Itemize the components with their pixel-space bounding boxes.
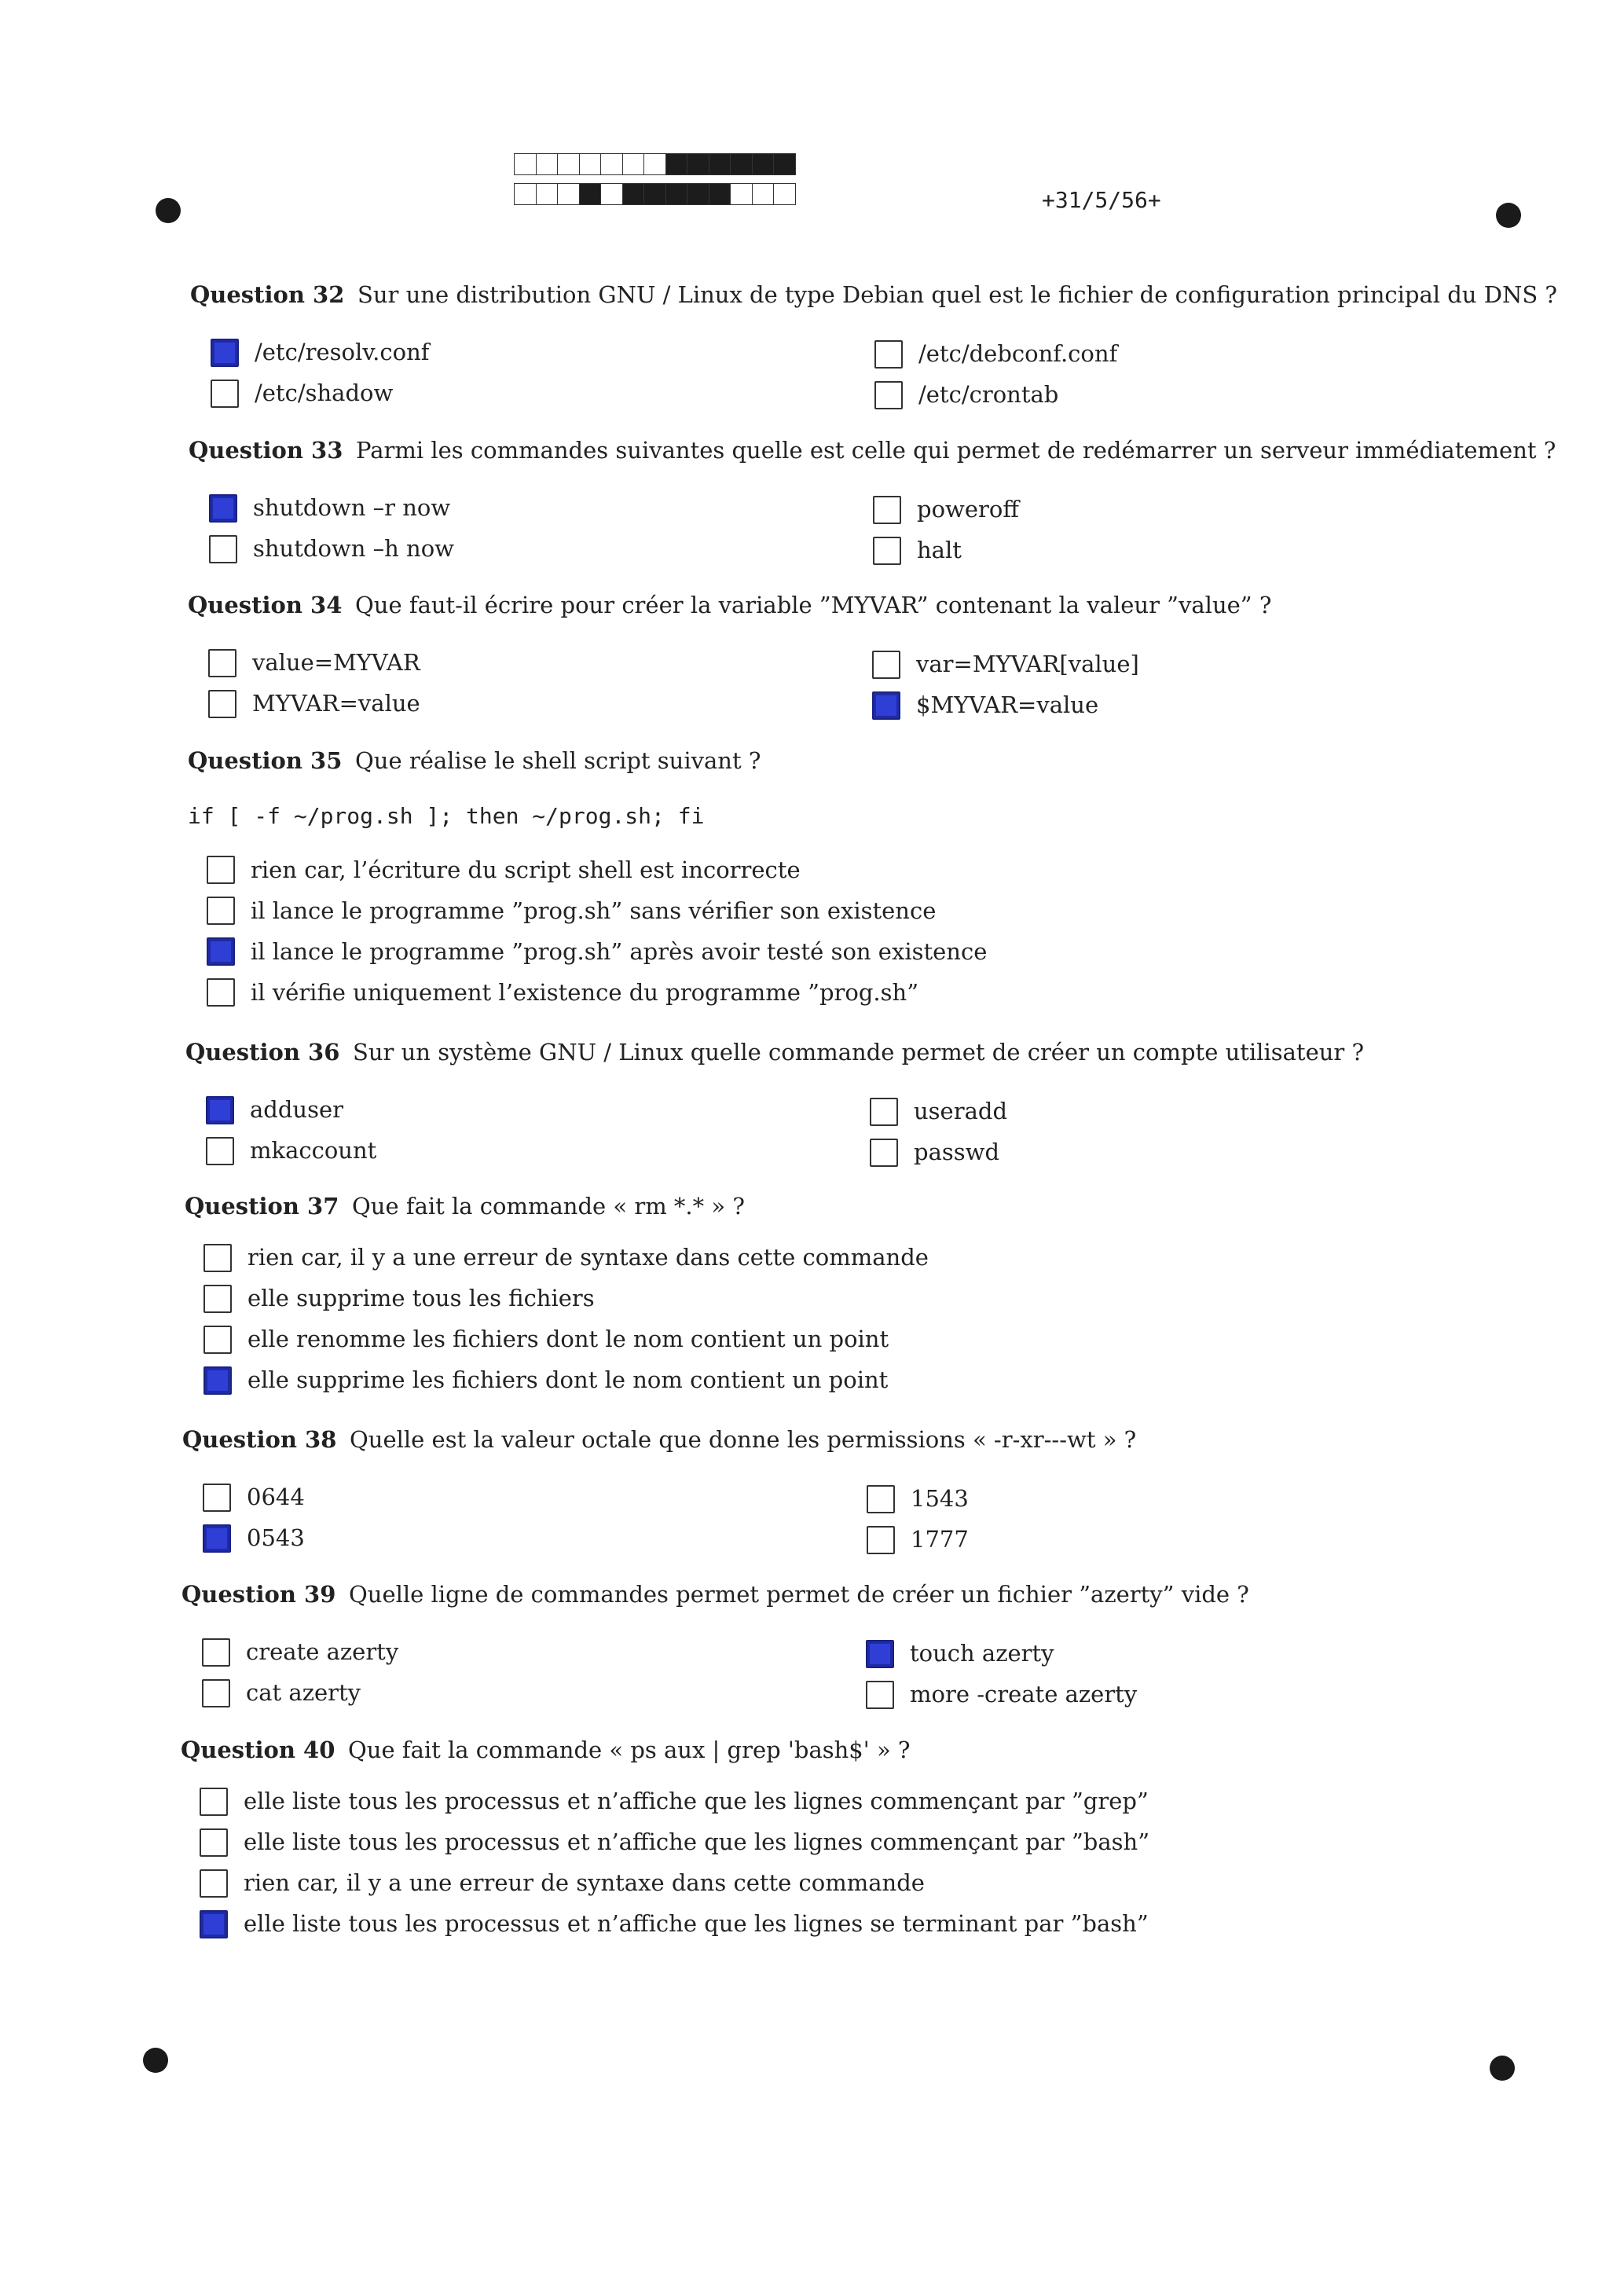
checkbox[interactable] [207, 978, 235, 1007]
checkbox[interactable] [203, 1524, 231, 1553]
barcode-cell [687, 183, 709, 205]
option-label: il lance le programme ”prog.sh” après avoir testé son existence [251, 937, 988, 965]
barcode-cell [752, 183, 775, 205]
checkbox[interactable] [200, 1910, 228, 1938]
option-4[interactable] [207, 972, 987, 1013]
answer-options [200, 1781, 1149, 1945]
option-3[interactable] [866, 1634, 1054, 1674]
option-1[interactable] [208, 643, 420, 684]
registration-mark-top-right [1496, 203, 1521, 228]
option-1[interactable] [211, 332, 430, 373]
barcode-cell [730, 153, 753, 175]
checkbox[interactable] [873, 496, 901, 524]
barcode-cell [579, 183, 602, 205]
option-label: MYVAR=value [252, 690, 420, 717]
option-1[interactable] [206, 1090, 343, 1131]
option-3[interactable] [203, 1319, 929, 1360]
barcode-cell [557, 153, 580, 175]
question-number: Question 37 [185, 1193, 339, 1220]
option-2[interactable] [203, 1278, 929, 1319]
checkbox[interactable] [206, 1137, 234, 1165]
checkbox[interactable] [870, 1098, 898, 1126]
barcode-cell [773, 183, 796, 205]
checkbox[interactable] [867, 1526, 895, 1554]
barcode-cell [622, 183, 645, 205]
option-1[interactable] [202, 1632, 398, 1673]
question-40 [181, 1737, 1149, 1945]
option-2[interactable] [200, 1822, 1149, 1863]
option-label: var=MYVAR[value] [916, 651, 1139, 678]
option-label: /etc/crontab [918, 381, 1059, 409]
checkbox[interactable] [203, 1285, 232, 1313]
barcode-cell [687, 153, 709, 175]
option-label: adduser [250, 1096, 344, 1124]
option-label: 0543 [247, 1524, 305, 1552]
option-2[interactable] [211, 373, 393, 414]
barcode-cell [773, 153, 796, 175]
question-text: Quelle ligne de commandes permet permet de créer un fichier ”azerty” vide ? [349, 1581, 1249, 1608]
option-2[interactable] [202, 1673, 361, 1714]
option-4[interactable] [203, 1360, 929, 1401]
option-label: value=MYVAR [252, 649, 420, 677]
checkbox[interactable] [202, 1638, 230, 1667]
barcode-cell [643, 183, 666, 205]
answer-options [181, 1632, 1249, 1715]
checkbox[interactable] [874, 340, 903, 369]
option-3[interactable] [200, 1863, 1149, 1904]
checkbox[interactable] [200, 1788, 228, 1816]
page-barcode [514, 153, 795, 213]
option-2[interactable] [208, 684, 420, 724]
question-number: Question 40 [181, 1737, 335, 1763]
option-label: elle renomme les fichiers dont le nom contient un point [247, 1326, 889, 1353]
question-number: Question 35 [188, 747, 343, 774]
option-label: rien car, il y a une erreur de syntaxe dans cette commande [244, 1869, 925, 1897]
checkbox[interactable] [211, 380, 239, 408]
option-label: mkaccount [250, 1137, 377, 1165]
checkbox[interactable] [874, 381, 903, 409]
checkbox[interactable] [872, 691, 900, 720]
option-4[interactable] [870, 1132, 999, 1173]
option-4[interactable] [872, 685, 1098, 726]
registration-mark-top-left [156, 198, 181, 223]
option-3[interactable] [872, 644, 1139, 685]
checkbox[interactable] [866, 1640, 894, 1668]
checkbox[interactable] [200, 1828, 228, 1857]
option-2[interactable] [209, 529, 454, 570]
option-label: $MYVAR=value [916, 691, 1099, 719]
barcode-cell [730, 183, 753, 205]
question-number: Question 34 [188, 592, 343, 618]
checkbox[interactable] [867, 1485, 895, 1513]
checkbox[interactable] [873, 537, 901, 565]
option-3[interactable] [207, 931, 987, 972]
option-label: elle liste tous les processus et n’affiche que les lignes commençant par ”bash” [244, 1828, 1150, 1856]
barcode-row-bottom [514, 183, 795, 207]
question-number: Question 33 [189, 437, 343, 464]
option-label: 1777 [911, 1526, 969, 1553]
option-label: touch azerty [910, 1640, 1054, 1667]
option-1[interactable] [203, 1477, 305, 1518]
option-label: halt [917, 537, 962, 564]
question-34 [188, 592, 1271, 725]
option-label: elle liste tous les processus et n’affiche que les lignes commençant par ”grep” [244, 1788, 1149, 1815]
option-label: cat azerty [246, 1679, 361, 1707]
answer-options [182, 1477, 1136, 1560]
barcode-cell [557, 183, 580, 205]
checkbox[interactable] [870, 1139, 898, 1167]
option-label: /etc/shadow [255, 380, 394, 407]
checkbox[interactable] [207, 897, 235, 925]
question-35 [188, 747, 987, 1013]
option-label: 0644 [247, 1484, 305, 1511]
option-label: passwd [914, 1139, 1000, 1166]
option-1[interactable] [209, 488, 450, 529]
option-1[interactable] [203, 1238, 929, 1278]
question-text: Sur une distribution GNU / Linux de type Debian quel est le fichier de configuration principal du DNS ? [357, 281, 1557, 308]
barcode-cell [752, 153, 775, 175]
barcode-cell [709, 153, 731, 175]
option-4[interactable] [866, 1674, 1137, 1715]
registration-mark-bottom-left [143, 2048, 168, 2073]
question-number: Question 38 [182, 1426, 337, 1453]
option-label: shutdown –r now [253, 494, 451, 522]
option-label: shutdown –h now [253, 535, 454, 563]
option-label: useradd [914, 1098, 1008, 1125]
checkbox[interactable] [200, 1869, 228, 1898]
question-32 [190, 281, 1557, 415]
option-label: rien car, l’écriture du script shell est incorrecte [251, 856, 801, 883]
option-2[interactable] [206, 1131, 376, 1172]
checkbox[interactable] [202, 1679, 230, 1707]
barcode-row-top [514, 153, 795, 177]
checkbox[interactable] [203, 1326, 232, 1354]
barcode-cell [536, 183, 559, 205]
question-text: Que fait la commande « ps aux | grep 'bash$' » ? [348, 1737, 911, 1763]
question-number: Question 39 [181, 1581, 336, 1608]
barcode-cell [665, 153, 688, 175]
barcode-cell [622, 153, 645, 175]
option-3[interactable] [867, 1479, 969, 1520]
option-label: elle supprime tous les fichiers [247, 1285, 595, 1312]
answer-options [190, 332, 1557, 415]
answer-options [185, 1090, 1364, 1172]
option-label: elle liste tous les processus et n’affiche que les lignes se terminant par ”bash” [244, 1910, 1149, 1938]
option-label: il lance le programme ”prog.sh” sans vérifier son existence [251, 897, 937, 924]
barcode-cell [643, 153, 666, 175]
checkbox[interactable] [209, 494, 237, 523]
option-4[interactable] [873, 530, 962, 571]
question-text: Sur un système GNU / Linux quelle commande permet de créer un compte utilisateur ? [353, 1039, 1365, 1065]
question-text: Parmi les commandes suivantes quelle est celle qui permet de redémarrer un serveur immédiatement ? [356, 437, 1556, 464]
option-3[interactable] [874, 334, 1117, 375]
option-label: elle supprime les fichiers dont le nom contient un point [247, 1366, 889, 1394]
barcode-cell [514, 183, 537, 205]
checkbox[interactable] [203, 1484, 231, 1512]
option-label: 1543 [911, 1485, 969, 1513]
question-37 [185, 1193, 929, 1401]
option-3[interactable] [870, 1091, 1007, 1132]
checkbox[interactable] [207, 937, 235, 966]
checkbox[interactable] [206, 1096, 234, 1124]
option-2[interactable] [203, 1518, 305, 1559]
question-text: Quelle est la valeur octale que donne les permissions « -r-xr---wt » ? [350, 1426, 1137, 1453]
barcode-cell [600, 183, 623, 205]
checkbox[interactable] [203, 1366, 232, 1395]
answer-options [189, 488, 1556, 570]
option-label: create azerty [246, 1638, 399, 1666]
question-text: Que réalise le shell script suivant ? [355, 747, 761, 774]
checkbox[interactable] [872, 651, 900, 679]
barcode-cell [579, 153, 602, 175]
question-39 [181, 1581, 1249, 1715]
answer-options [203, 1238, 929, 1401]
question-number: Question 32 [190, 281, 345, 308]
checkbox[interactable] [209, 535, 237, 563]
barcode-cell [600, 153, 623, 175]
barcode-cell [665, 183, 688, 205]
question-33 [189, 437, 1556, 570]
shell-script-code: if [ -f ~/prog.sh ]; then ~/prog.sh; fi [188, 802, 705, 829]
checkbox[interactable] [208, 690, 236, 718]
option-4[interactable] [867, 1520, 969, 1561]
option-label: rien car, il y a une erreur de syntaxe dans cette commande [247, 1244, 929, 1271]
option-4[interactable] [200, 1904, 1149, 1945]
checkbox[interactable] [211, 339, 239, 367]
page-identifier: +31/5/56+ [1042, 187, 1161, 213]
option-1[interactable] [207, 849, 987, 890]
question-text: Que faut-il écrire pour créer la variable ”MYVAR” contenant la valeur ”value” ? [355, 592, 1272, 618]
option-label: /etc/resolv.conf [255, 339, 430, 366]
question-text: Que fait la commande « rm *.* » ? [352, 1193, 745, 1220]
question-36 [185, 1039, 1364, 1172]
barcode-cell [536, 153, 559, 175]
checkbox[interactable] [208, 649, 236, 677]
option-2[interactable] [207, 890, 987, 931]
option-label: more -create azerty [910, 1681, 1138, 1708]
option-label: /etc/debconf.conf [918, 340, 1118, 368]
answer-options [188, 643, 1271, 725]
barcode-cell [514, 153, 537, 175]
barcode-cell [709, 183, 731, 205]
option-1[interactable] [200, 1781, 1149, 1822]
registration-mark-bottom-right [1490, 2056, 1515, 2081]
option-4[interactable] [874, 375, 1058, 416]
question-number: Question 36 [185, 1039, 340, 1065]
checkbox[interactable] [207, 856, 235, 884]
checkbox[interactable] [203, 1244, 232, 1272]
answer-options [207, 849, 987, 1013]
question-38 [182, 1426, 1136, 1560]
option-label: poweroff [917, 496, 1019, 523]
option-label: il vérifie uniquement l’existence du programme ”prog.sh” [251, 978, 919, 1006]
option-3[interactable] [873, 490, 1019, 530]
checkbox[interactable] [866, 1681, 894, 1709]
